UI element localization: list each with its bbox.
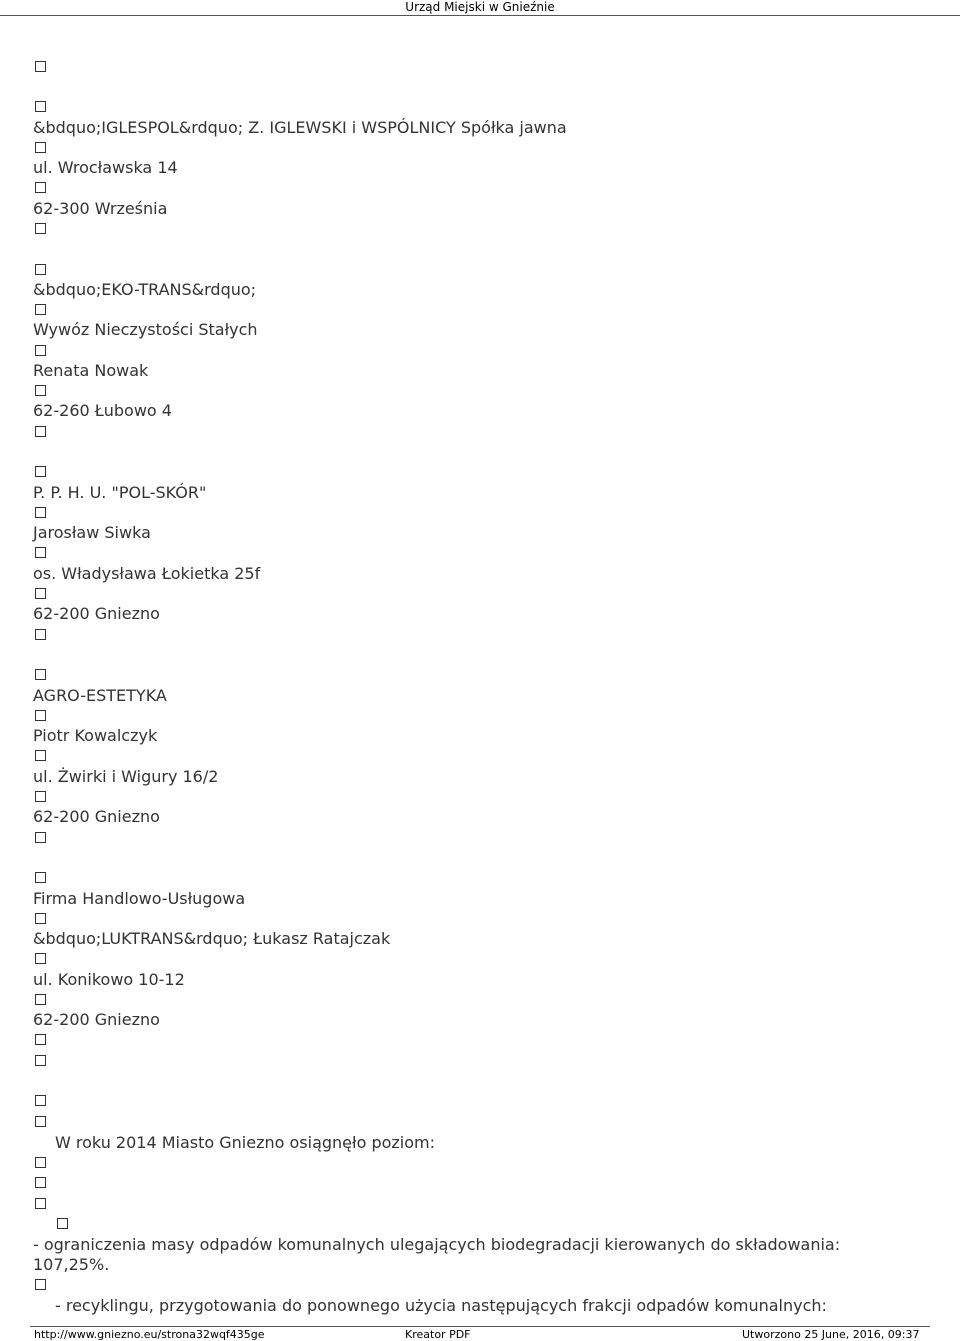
company-person: Piotr Kowalczyk xyxy=(33,726,158,745)
bullet-box xyxy=(35,1116,46,1127)
bullet-box xyxy=(35,832,46,843)
company-name: &bdquo;IGLESPOL&rdquo; Z. IGLEWSKI i WSPÓLNICY Spółka jawna xyxy=(33,118,567,137)
bullet-box xyxy=(35,182,46,193)
bullet-box xyxy=(35,629,46,640)
bullet-box xyxy=(35,466,46,477)
bullet-box xyxy=(35,385,46,396)
recycling-text: - recyklingu, przygotowania do ponownego użycia następujących frakcji odpadów komunalnych: xyxy=(55,1296,827,1315)
company-person: Renata Nowak xyxy=(33,361,149,380)
recycling-level-intro: W roku 2014 Miasto Gniezno osiągnęło poziom: xyxy=(55,1133,435,1152)
company-street: os. Władysława Łokietka 25f xyxy=(33,564,261,583)
footer-creator: Kreator PDF xyxy=(405,1328,471,1341)
bullet-box xyxy=(35,142,46,153)
bullet-box xyxy=(35,1279,46,1290)
bullet-box xyxy=(35,994,46,1005)
bullet-box xyxy=(35,507,46,518)
footer-divider xyxy=(30,1326,930,1327)
company-city: 62-200 Gniezno xyxy=(33,1010,160,1029)
company-city: 62-260 Łubowo 4 xyxy=(33,401,172,420)
bullet-box xyxy=(35,872,46,883)
bullet-box xyxy=(35,1034,46,1045)
bullet-box xyxy=(35,223,46,234)
company-name: AGRO-ESTETYKA xyxy=(33,686,167,705)
bullet-box xyxy=(35,345,46,356)
company-person: Jarosław Siwka xyxy=(33,523,151,542)
bullet-box xyxy=(35,1055,46,1066)
biodegradable-limit-text: - ograniczenia masy odpadów komunalnych ulegających biodegradacji kierowanych do składowania: xyxy=(33,1235,841,1254)
bullet-box xyxy=(35,547,46,558)
bullet-box xyxy=(35,61,46,72)
company-street: ul. Żwirki i Wigury 16/2 xyxy=(33,767,219,786)
bullet-box xyxy=(35,1157,46,1168)
bullet-box xyxy=(35,426,46,437)
company-city: 62-200 Gniezno xyxy=(33,604,160,623)
company-description: Wywóz Nieczystości Stałych xyxy=(33,320,258,339)
company-city: 62-300 Września xyxy=(33,199,168,218)
biodegradable-limit-value: 107,25%. xyxy=(33,1255,110,1274)
company-person: &bdquo;LUKTRANS&rdquo; Łukasz Ratajczak xyxy=(33,929,391,948)
bullet-box xyxy=(35,1177,46,1188)
footer-created-date: Utworzono 25 June, 2016, 09:37 xyxy=(742,1328,920,1341)
company-street: ul. Konikowo 10-12 xyxy=(33,970,185,989)
page-header-title: Urząd Miejski w Gnieźnie xyxy=(405,0,555,14)
company-name: Firma Handlowo-Usługowa xyxy=(33,889,246,908)
bullet-box xyxy=(35,913,46,924)
bullet-box xyxy=(35,710,46,721)
bullet-box xyxy=(35,264,46,275)
bullet-box xyxy=(35,304,46,315)
header-divider xyxy=(0,15,960,16)
bullet-box xyxy=(35,1198,46,1209)
footer-url[interactable]: http://www.gniezno.eu/strona32wqf435ge xyxy=(34,1328,265,1341)
company-street: ul. Wrocławska 14 xyxy=(33,158,178,177)
bullet-box xyxy=(35,101,46,112)
bullet-box xyxy=(35,750,46,761)
company-city: 62-200 Gniezno xyxy=(33,807,160,826)
bullet-box xyxy=(35,1095,46,1106)
company-name: &bdquo;EKO-TRANS&rdquo; xyxy=(33,280,257,299)
bullet-box xyxy=(57,1218,68,1229)
bullet-box xyxy=(35,588,46,599)
bullet-box xyxy=(35,791,46,802)
company-name: P. P. H. U. "POL-SKÓR" xyxy=(33,483,207,502)
bullet-box xyxy=(35,953,46,964)
bullet-box xyxy=(35,669,46,680)
